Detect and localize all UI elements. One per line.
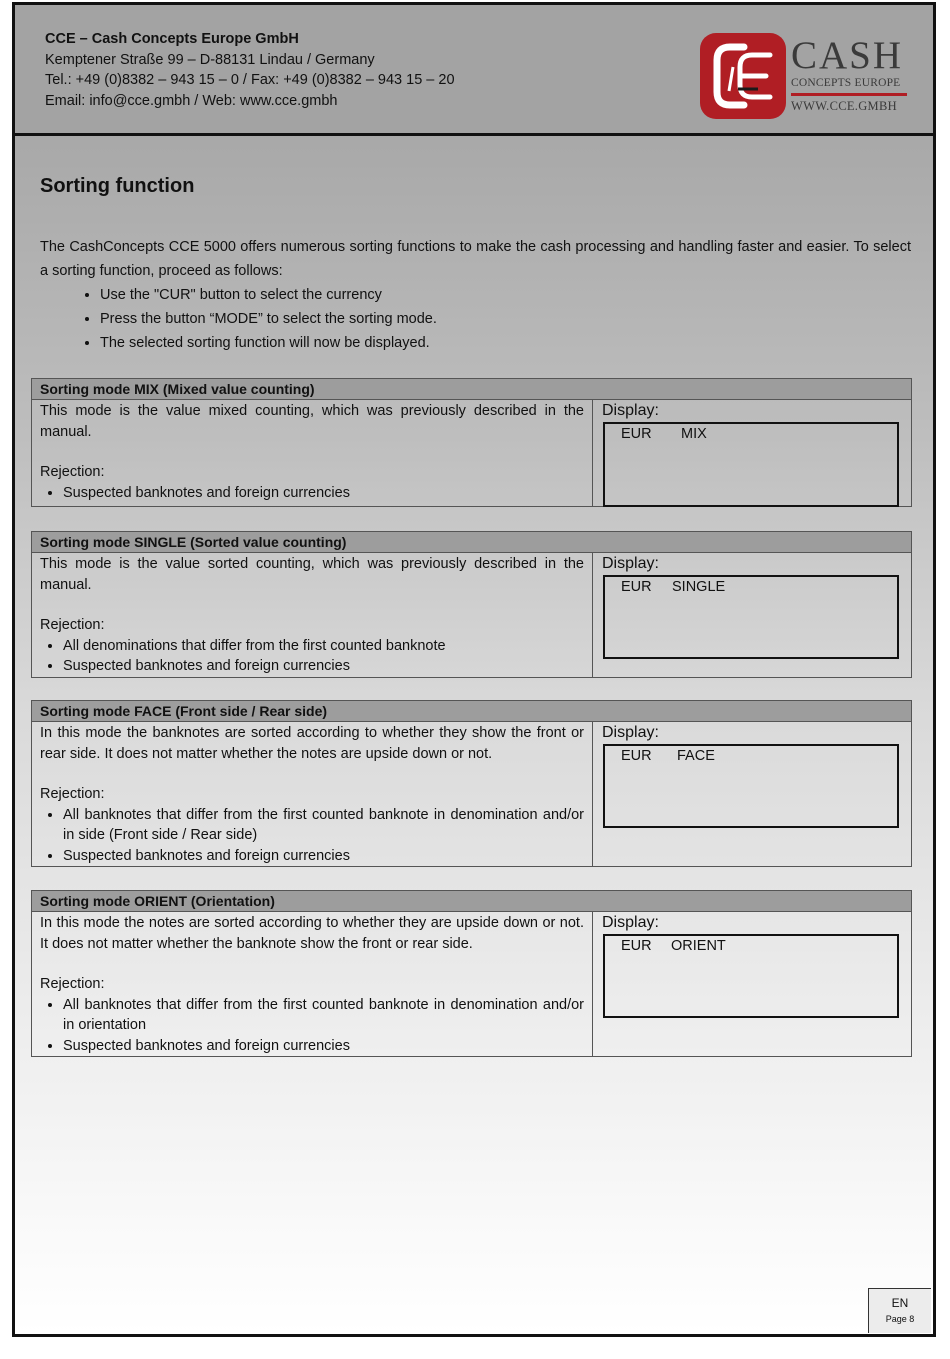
rejection-list bbox=[40, 805, 584, 867]
logo-wordmark bbox=[791, 34, 907, 113]
logo-subtitle: CONCEPTS EUROPE bbox=[791, 77, 901, 89]
display-cell bbox=[594, 553, 911, 677]
rejection-list bbox=[40, 995, 584, 1057]
company-info bbox=[45, 29, 455, 111]
mode-orient-table bbox=[31, 890, 912, 1057]
display-screen bbox=[603, 744, 899, 828]
logo-cash-text: CASH bbox=[791, 34, 904, 77]
company-name: CCE – Cash Concepts Europe GmbH bbox=[45, 31, 299, 47]
rejection-label: Rejection: bbox=[40, 617, 105, 633]
logo-web: WWW.CCE.GMBH bbox=[791, 99, 897, 113]
display-label: Display: bbox=[602, 914, 659, 931]
mode-single-table bbox=[31, 531, 912, 678]
rejection-list bbox=[40, 483, 584, 504]
rejection-item: • Suspected banknotes and foreign currencies bbox=[63, 1036, 584, 1057]
intro-text: The CashConcepts CCE 5000 offers numerous sorting functions to make the cash processing and handling faster and easier. To select a sorting function, proceed as follows: bbox=[40, 239, 911, 279]
mode-description: In this mode the banknotes are sorted according to whether they show the front or rear side. It does not matter whether the notes are upside down or not. bbox=[40, 725, 584, 762]
display-currency: EUR bbox=[621, 426, 652, 442]
rejection-label: Rejection: bbox=[40, 786, 105, 802]
section-title: Sorting function bbox=[40, 175, 195, 197]
rejection-label: Rejection: bbox=[40, 464, 105, 480]
display-currency: EUR bbox=[621, 938, 652, 954]
company-address: Kemptener Straße 99 – D-88131 Lindau / Germany bbox=[45, 51, 375, 68]
mode-face-table bbox=[31, 700, 912, 867]
mode-title: Sorting mode FACE (Front side / Rear side) bbox=[32, 701, 911, 722]
display-cell bbox=[594, 722, 911, 866]
display-screen bbox=[603, 422, 899, 507]
logo-divider bbox=[791, 93, 907, 96]
intro-step: • Press the button “MODE” to select the sorting mode. bbox=[100, 307, 911, 331]
mode-mix-table bbox=[31, 378, 912, 507]
page-header bbox=[15, 5, 933, 136]
display-screen bbox=[603, 575, 899, 659]
intro-step: • Use the "CUR" button to select the currency bbox=[100, 283, 911, 307]
display-mode: SINGLE bbox=[672, 579, 726, 595]
mode-description-cell bbox=[32, 400, 593, 506]
display-label: Display: bbox=[602, 402, 659, 419]
company-email-web: Email: info@cce.gmbh / Web: www.cce.gmbh bbox=[45, 92, 338, 109]
mode-title: Sorting mode MIX (Mixed value counting) bbox=[32, 379, 911, 400]
rejection-item: • Suspected banknotes and foreign currencies bbox=[63, 846, 584, 867]
display-label: Display: bbox=[602, 724, 659, 741]
mode-description: In this mode the notes are sorted according to whether they are upside down or not. It does not matter whether the banknote show the front or rear side. bbox=[40, 915, 584, 952]
display-screen bbox=[603, 934, 899, 1018]
display-mode: MIX bbox=[681, 426, 707, 442]
mode-title: Sorting mode ORIENT (Orientation) bbox=[32, 891, 911, 912]
display-cell bbox=[594, 400, 911, 506]
language-code: EN bbox=[891, 1296, 909, 1310]
mode-description-cell bbox=[32, 553, 593, 677]
cce-logo-icon bbox=[700, 33, 786, 119]
intro-step: • The selected sorting function will now be displayed. bbox=[100, 331, 911, 355]
page-frame bbox=[12, 2, 936, 1337]
mode-title: Sorting mode SINGLE (Sorted value counting) bbox=[32, 532, 911, 553]
mode-description: This mode is the value mixed counting, which was previously described in the manual. bbox=[40, 403, 584, 440]
rejection-list bbox=[40, 636, 584, 677]
mode-description-cell bbox=[32, 722, 593, 866]
mode-description-cell bbox=[32, 912, 593, 1056]
page-number-box bbox=[868, 1288, 931, 1333]
rejection-item: • All banknotes that differ from the first counted banknote in denomination and/or in orientation bbox=[63, 995, 584, 1036]
display-label: Display: bbox=[602, 555, 659, 572]
display-currency: EUR bbox=[621, 579, 652, 595]
display-mode: ORIENT bbox=[671, 938, 726, 954]
rejection-item: • Suspected banknotes and foreign currencies bbox=[63, 483, 584, 504]
mode-description: This mode is the value sorted counting, which was previously described in the manual. bbox=[40, 556, 584, 593]
display-mode: FACE bbox=[677, 748, 715, 764]
intro-steps bbox=[40, 283, 911, 355]
rejection-label: Rejection: bbox=[40, 976, 105, 992]
company-phone: Tel.: +49 (0)8382 – 943 15 – 0 / Fax: +49 (0)8382 – 943 15 – 20 bbox=[45, 72, 455, 88]
page-number: Page 8 bbox=[885, 1314, 915, 1324]
display-cell bbox=[594, 912, 911, 1056]
company-logo bbox=[700, 33, 910, 123]
rejection-item: • Suspected banknotes and foreign currencies bbox=[63, 656, 584, 677]
intro bbox=[40, 235, 911, 355]
rejection-item: • All denominations that differ from the first counted banknote bbox=[63, 636, 584, 657]
rejection-item: • All banknotes that differ from the first counted banknote in denomination and/or in side (Front side / Rear side) bbox=[63, 805, 584, 846]
display-currency: EUR bbox=[621, 748, 652, 764]
